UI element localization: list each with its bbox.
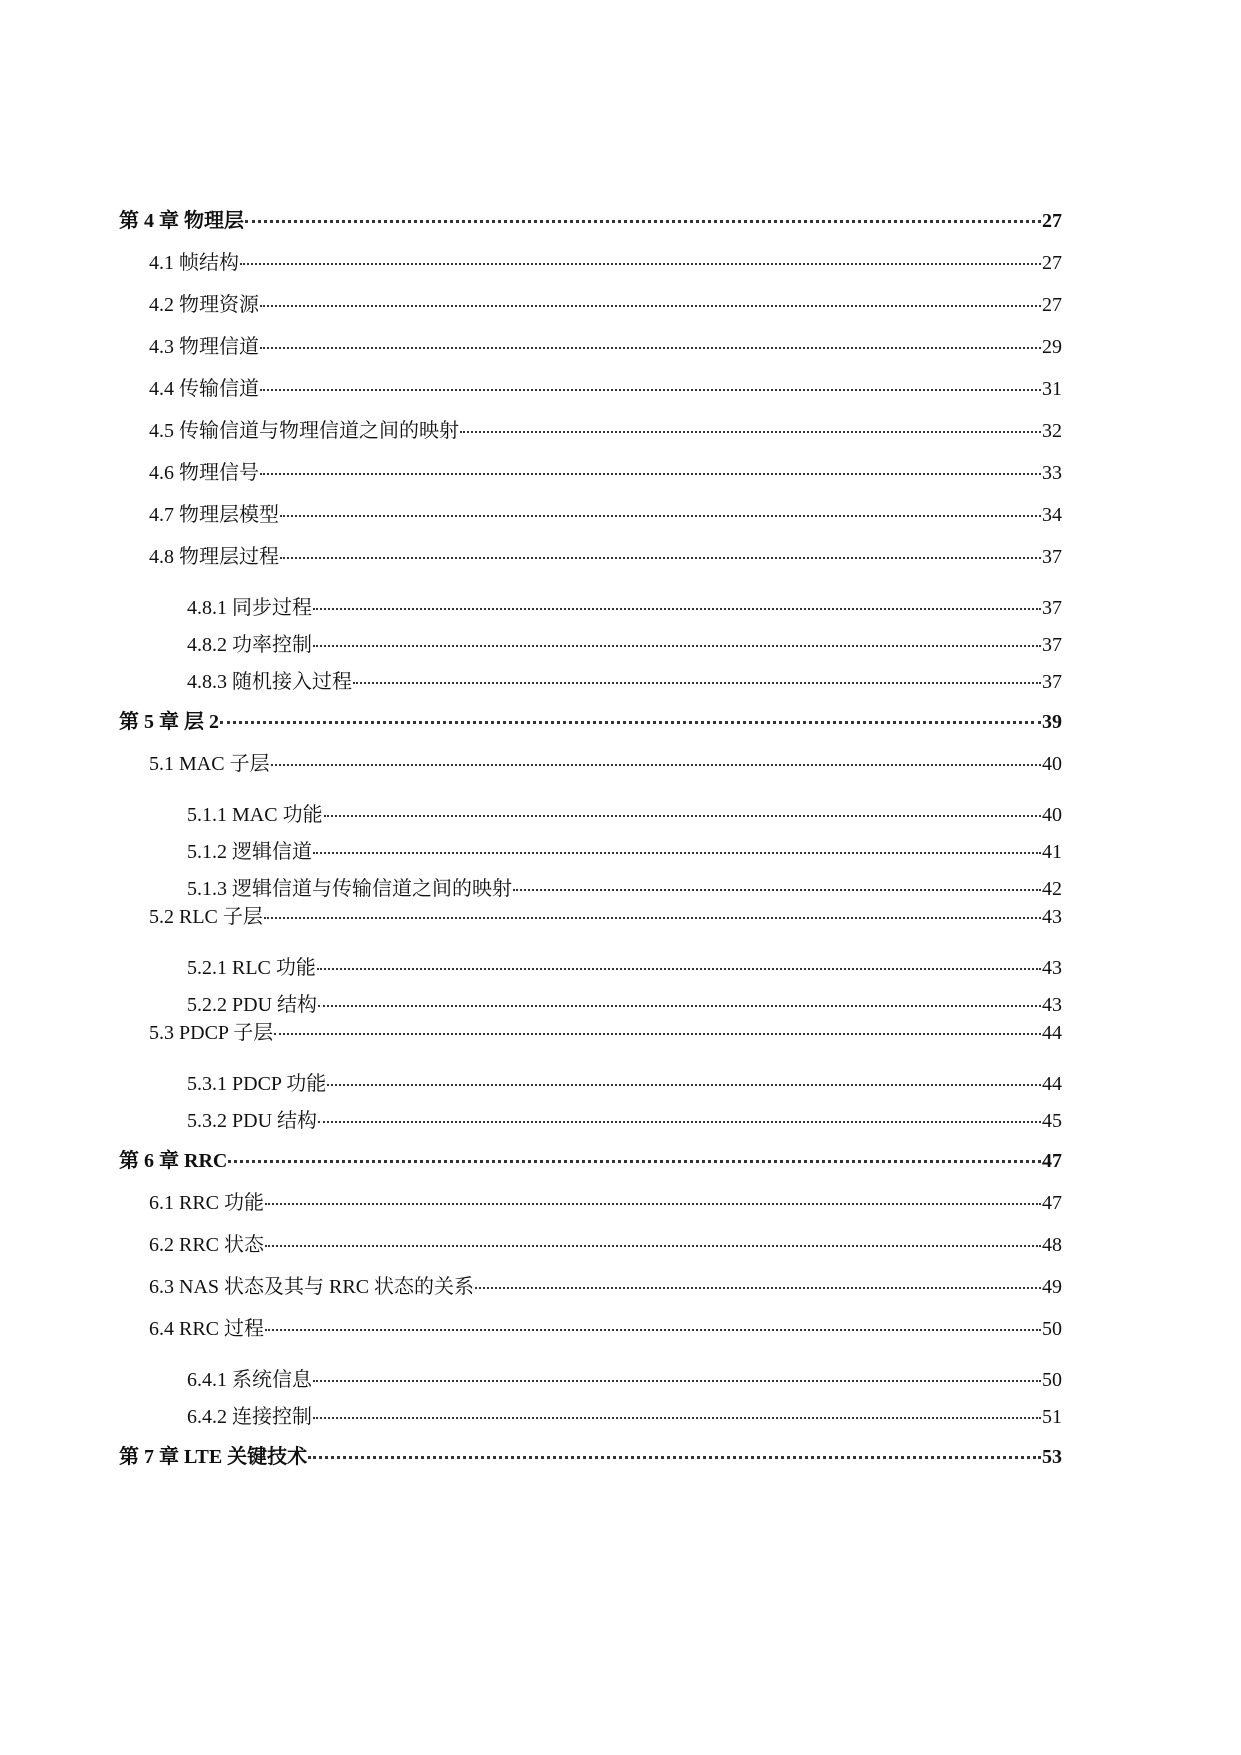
- toc-entry-page-number: 40: [1042, 804, 1062, 826]
- toc-subsection-entry[interactable]: [0, 840, 1062, 864]
- toc-entry-page-number: 53: [1042, 1446, 1062, 1468]
- toc-entry-page-number: 50: [1042, 1318, 1062, 1340]
- toc-dot-leader: [260, 389, 1041, 391]
- toc-entry-page-number: 37: [1042, 546, 1062, 568]
- toc-section-entry[interactable]: [0, 1233, 1062, 1257]
- toc-entry-title: 6.4.1 系统信息: [187, 1369, 312, 1391]
- toc-entry-page-number: 47: [1042, 1192, 1062, 1214]
- toc-entry-page-number: 33: [1042, 462, 1062, 484]
- toc-entry-page-number: 37: [1042, 634, 1062, 656]
- toc-entry-page-number: 41: [1042, 841, 1062, 863]
- toc-dot-leader: [313, 645, 1041, 647]
- toc-subsection-entry[interactable]: [0, 1368, 1062, 1392]
- toc-entry-page-number: 43: [1042, 994, 1062, 1016]
- toc-subsection-entry[interactable]: [0, 633, 1062, 657]
- toc-entry-page-number: 40: [1042, 753, 1062, 775]
- toc-dot-leader: [327, 1084, 1041, 1086]
- toc-dot-leader: [313, 1380, 1041, 1382]
- toc-entry-page-number: 27: [1042, 210, 1062, 232]
- toc-entry-title: 5.1 MAC 子层: [149, 753, 270, 775]
- toc-section-entry[interactable]: [0, 1275, 1062, 1299]
- toc-chapter-entry[interactable]: [0, 1149, 1062, 1173]
- toc-dot-leader: [274, 1033, 1041, 1035]
- toc-subsection-entry[interactable]: [0, 956, 1062, 980]
- toc-entry-page-number: 49: [1042, 1276, 1062, 1298]
- toc-dot-leader: [265, 1203, 1041, 1205]
- toc-dot-leader: [324, 815, 1041, 817]
- toc-dot-leader: [460, 431, 1041, 433]
- toc-section-entry[interactable]: [0, 752, 1062, 776]
- toc-entry-title: 5.3.1 PDCP 功能: [187, 1073, 327, 1095]
- toc-entry-title: 6.4.2 连接控制: [187, 1406, 312, 1428]
- toc-dot-leader: [318, 1005, 1041, 1007]
- toc-entry-page-number: 44: [1042, 1022, 1062, 1044]
- toc-dot-leader: [317, 968, 1041, 970]
- toc-entry-title: 5.3 PDCP 子层: [149, 1022, 274, 1044]
- toc-entry-page-number: 27: [1042, 294, 1062, 316]
- toc-dot-leader: [260, 305, 1041, 307]
- toc-subsection-entry[interactable]: [0, 1405, 1062, 1429]
- toc-section-entry[interactable]: [0, 1317, 1062, 1341]
- toc-dot-leader: [313, 852, 1041, 854]
- toc-entry-page-number: 45: [1042, 1110, 1062, 1132]
- toc-subsection-entry[interactable]: [0, 993, 1062, 1017]
- toc-entry-title: 4.6 物理信号: [149, 462, 259, 484]
- toc-dot-leader: [245, 220, 1041, 223]
- toc-entry-page-number: 44: [1042, 1073, 1062, 1095]
- toc-chapter-entry[interactable]: [0, 209, 1062, 233]
- toc-entry-title: 4.8 物理层过程: [149, 546, 279, 568]
- toc-entry-title: 第 4 章 物理层: [119, 210, 244, 232]
- toc-dot-leader: [240, 263, 1041, 265]
- toc-entry-page-number: 27: [1042, 252, 1062, 274]
- toc-dot-leader: [353, 682, 1041, 684]
- toc-dot-leader: [280, 515, 1041, 517]
- toc-entry-page-number: 43: [1042, 906, 1062, 928]
- toc-entry-title: 6.4 RRC 过程: [149, 1318, 265, 1340]
- toc-entry-page-number: 43: [1042, 957, 1062, 979]
- toc-dot-leader: [513, 889, 1041, 891]
- toc-entry-title: 4.8.1 同步过程: [187, 597, 312, 619]
- toc-section-entry[interactable]: [0, 1191, 1062, 1215]
- toc-entry-title: 第 6 章 RRC: [119, 1150, 228, 1172]
- toc-entry-title: 5.3.2 PDU 结构: [187, 1110, 318, 1132]
- toc-section-entry[interactable]: [0, 503, 1062, 527]
- toc-entry-title: 4.4 传输信道: [149, 378, 259, 400]
- toc-entry-title: 5.2.2 PDU 结构: [187, 994, 318, 1016]
- toc-entry-title: 5.1.2 逻辑信道: [187, 841, 312, 863]
- toc-dot-leader: [220, 721, 1041, 724]
- toc-subsection-entry[interactable]: [0, 1072, 1062, 1096]
- toc-section-entry[interactable]: [0, 377, 1062, 401]
- toc-entry-title: 4.8.3 随机接入过程: [187, 671, 352, 693]
- toc-dot-leader: [271, 764, 1041, 766]
- toc-entry-page-number: 48: [1042, 1234, 1062, 1256]
- toc-section-entry[interactable]: [0, 461, 1062, 485]
- toc-subsection-entry[interactable]: [0, 1109, 1062, 1133]
- toc-entry-title: 5.1.1 MAC 功能: [187, 804, 323, 826]
- toc-entry-page-number: 29: [1042, 336, 1062, 358]
- toc-section-entry[interactable]: [0, 293, 1062, 317]
- toc-dot-leader: [260, 473, 1041, 475]
- toc-dot-leader: [280, 557, 1041, 559]
- toc-section-entry[interactable]: [0, 251, 1062, 275]
- toc-dot-leader: [318, 1121, 1041, 1123]
- toc-entry-page-number: 39: [1042, 711, 1062, 733]
- toc-chapter-entry[interactable]: [0, 710, 1062, 734]
- toc-dot-leader: [265, 1245, 1041, 1247]
- toc-entry-title: 6.1 RRC 功能: [149, 1192, 265, 1214]
- toc-entry-page-number: 32: [1042, 420, 1062, 442]
- toc-dot-leader: [313, 608, 1041, 610]
- toc-entry-page-number: 37: [1042, 671, 1062, 693]
- toc-dot-leader: [313, 1417, 1041, 1419]
- toc-section-entry[interactable]: [0, 545, 1062, 569]
- toc-entry-page-number: 42: [1042, 878, 1062, 900]
- toc-dot-leader: [264, 917, 1041, 919]
- toc-entry-title: 4.5 传输信道与物理信道之间的映射: [149, 420, 459, 442]
- toc-entry-title: 第 7 章 LTE 关键技术: [119, 1446, 308, 1468]
- toc-dot-leader: [475, 1287, 1041, 1289]
- toc-dot-leader: [228, 1160, 1041, 1163]
- toc-subsection-entry[interactable]: [0, 803, 1062, 827]
- toc-subsection-entry[interactable]: [0, 596, 1062, 620]
- toc-entry-title: 4.8.2 功率控制: [187, 634, 312, 656]
- toc-entry-title: 4.3 物理信道: [149, 336, 259, 358]
- toc-entry-title: 6.3 NAS 状态及其与 RRC 状态的关系: [149, 1276, 475, 1298]
- toc-entry-title: 5.1.3 逻辑信道与传输信道之间的映射: [187, 878, 512, 900]
- toc-entry-page-number: 51: [1042, 1406, 1062, 1428]
- toc-entry-title: 4.7 物理层模型: [149, 504, 279, 526]
- toc-entry-page-number: 47: [1042, 1150, 1062, 1172]
- toc-section-entry[interactable]: [0, 335, 1062, 359]
- toc-section-entry[interactable]: [0, 905, 1062, 929]
- toc-entry-title: 5.2 RLC 子层: [149, 906, 263, 928]
- toc-entry-title: 4.2 物理资源: [149, 294, 259, 316]
- toc-subsection-entry[interactable]: [0, 670, 1062, 694]
- toc-entry-title: 第 5 章 层 2: [119, 711, 219, 733]
- toc-entry-page-number: 31: [1042, 378, 1062, 400]
- toc-section-entry[interactable]: [0, 1021, 1062, 1045]
- toc-chapter-entry[interactable]: [0, 1445, 1062, 1469]
- toc-subsection-entry[interactable]: [0, 877, 1062, 901]
- toc-dot-leader: [260, 347, 1041, 349]
- toc-entry-page-number: 37: [1042, 597, 1062, 619]
- toc-dot-leader: [308, 1456, 1041, 1459]
- toc-entry-title: 6.2 RRC 状态: [149, 1234, 265, 1256]
- toc-entry-title: 4.1 帧结构: [149, 252, 239, 274]
- toc-entry-page-number: 50: [1042, 1369, 1062, 1391]
- toc-entry-title: 5.2.1 RLC 功能: [187, 957, 316, 979]
- toc-section-entry[interactable]: [0, 419, 1062, 443]
- toc-dot-leader: [265, 1329, 1041, 1331]
- toc-entry-page-number: 34: [1042, 504, 1062, 526]
